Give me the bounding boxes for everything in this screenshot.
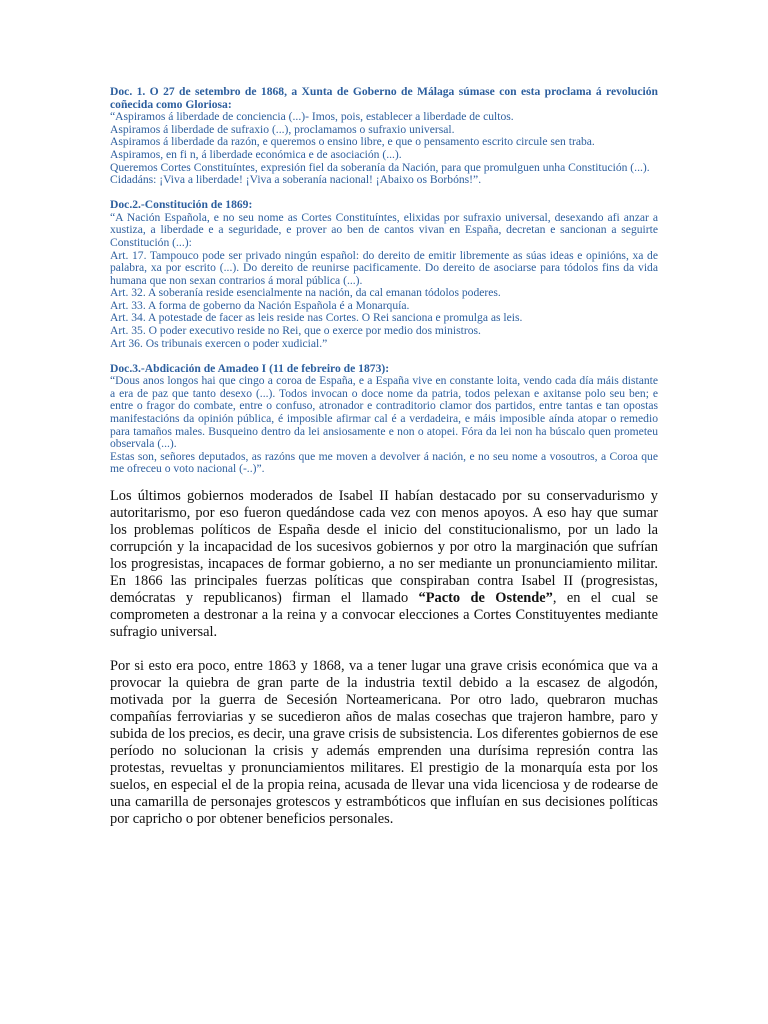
essay-paragraph-1-text: Los últimos gobiernos moderados de Isabel II habían destacado por su conservadurismo y autoritarismo, por eso fueron quedándose cada vez con menos apoyos. A eso hay que sumar los problemas políticos de España desde el inicio del constitucionalismo, por un lado la corrupción y la incapacidad de los sucesivos gobiernos y por otro la marginación que sufrían los progresistas, incapaces de formar gobierno, a no ser mediante un pronunciamiento militar. En 1866 las principales fuerzas políticas que conspiraban contra Isabel II (progresistas, demócratas y republicanos) firman el llamado: [110, 488, 658, 607]
doc-1-line: Cidadáns: ¡Viva a liberdade! ¡Viva a soberanía nacional! ¡Abaixo os Borbóns!”.: [110, 173, 482, 187]
doc-3-block: [110, 363, 658, 476]
document-page: [110, 86, 658, 845]
doc-2-line: Art. 33. A forma de goberno da Nación Española é a Monarquía.: [110, 298, 410, 312]
doc-3-title: Doc.3.-Abdicación de Amadeo I (11 de febreiro de 1873):: [110, 361, 390, 375]
doc-1-line: “Aspiramos á liberdade de conciencia (...)- Imos, pois, establecer a liberdade de cultos.: [110, 110, 514, 124]
doc-1-block: [110, 86, 658, 187]
doc-2-block: [110, 199, 658, 350]
pacto-de-ostende-term: “Pacto de Ostende”: [418, 590, 553, 607]
doc-1-line: Aspiramos á liberdade de sufraxio (...), proclamamos o sufraxio universal.: [110, 122, 455, 136]
doc-2-line: Art. 34. A potestade de facer as leis reside nas Cortes. O Rei sanciona e promulga as leis.: [110, 311, 523, 325]
doc-3-line: “Dous anos longos hai que cingo a coroa de España, e a España vive en constante loita, vendo cada día máis distante a era de paz que tanto desexo (...). Todos invocan o doce nome da patria, todos pelexan e axitanse polo seu ben; e entre o fragor do combate, entre o confuso, atronador e contraditorio clamor dos partidos, entre tantas e tan opostas manifestacións da opinión pública, é imposible afirmar cal é a verdadeira, e máis imposible aínda atopar o remedio para tamaños males. Busqueino dentro da lei ansiosamente e non o atopei. Fóra da lei non ha búscalo quen prometeu observala (...).: [110, 374, 658, 451]
essay-paragraph-1-text-end: , en el cual se comprometen a destronar a la reina y a convocar elecciones a Cortes Constituyentes mediante sufragio universal.: [110, 590, 658, 641]
doc-2-line: Art. 17. Tampouco pode ser privado ningún español: do dereito de emitir libremente as súas ideas e opinións, xa de palabra, xa por escrito (...). Do dereito de reunirse pacificamente. Do dereito de asociarse para tódolos fins da vida humana que non sexan contrarios á moral pública (...).: [110, 248, 658, 287]
doc-2-title: Doc.2.-Constitución de 1869:: [110, 198, 253, 212]
doc-2-line: Art. 35. O poder executivo reside no Rei, que o exerce por medio dos ministros.: [110, 324, 481, 338]
doc-2-line: Art. 32. A soberanía reside esencialmente na nación, da cal emanan tódolos poderes.: [110, 286, 501, 300]
doc-1-line: Aspiramos, en fi n, á liberdade económica e de asociación (...).: [110, 147, 402, 161]
doc-1-line: Aspiramos á liberdade da razón, e queremos o ensino libre, e que o pensamento escrito circule sen traba.: [110, 135, 595, 149]
doc-1-title: Doc. 1. O 27 de setembro de 1868, a Xunta de Goberno de Málaga súmase con esta proclama á revolución coñecida como Gloriosa:: [110, 85, 658, 111]
essay-body: [110, 488, 658, 828]
essay-paragraph-1: [110, 488, 658, 641]
doc-1-line: Queremos Cortes Constituíntes, expresión fiel da soberanía da Nación, para que promulguen unha Constitución (...).: [110, 160, 650, 174]
doc-3-line: Estas son, señores deputados, as razóns que me moven a devolver á nación, e no seu nome a vosoutros, a Coroa que me ofreceu o voto nacional (-..)”.: [110, 449, 658, 476]
doc-2-line: Art 36. Os tribunais exercen o poder xudicial.”: [110, 336, 328, 350]
essay-paragraph-2: Por si esto era poco, entre 1863 y 1868, va a tener lugar una grave crisis económica que va a provocar la quiebra de gran parte de la industria textil debido a la escasez de algodón, motivada por la guerra de Secesión Norteamericana. Por otro lado, quebraron muchas compañías ferroviarias y se sucedieron años de malas cosechas que trajeron hambre, paro y subida de los precios, es decir, una grave crisis de subsistencia. Los diferentes gobiernos de ese período no solucionan la crisis y además emprenden una durísima represión contra las protestas, revueltas y pronunciamientos militares. El prestigio de la monarquía esta por los suelos, en especial el de la propia reina, acusada de llevar una vida licenciosa y de rodearse de una camarilla de personajes grotescos y estrambóticos que influían en sus decisiones políticas por capricho o por obtener beneficios personales.: [110, 658, 658, 828]
doc-2-line: “A Nación Española, e no seu nome as Cortes Constituíntes, elixidas por sufraxio universal, desexando afi anzar a xustiza, a liberdade e a seguridade, e prover ao ben de cantos vivan en España, decretan e sancionan a seguirte Constitución (...):: [110, 210, 658, 249]
